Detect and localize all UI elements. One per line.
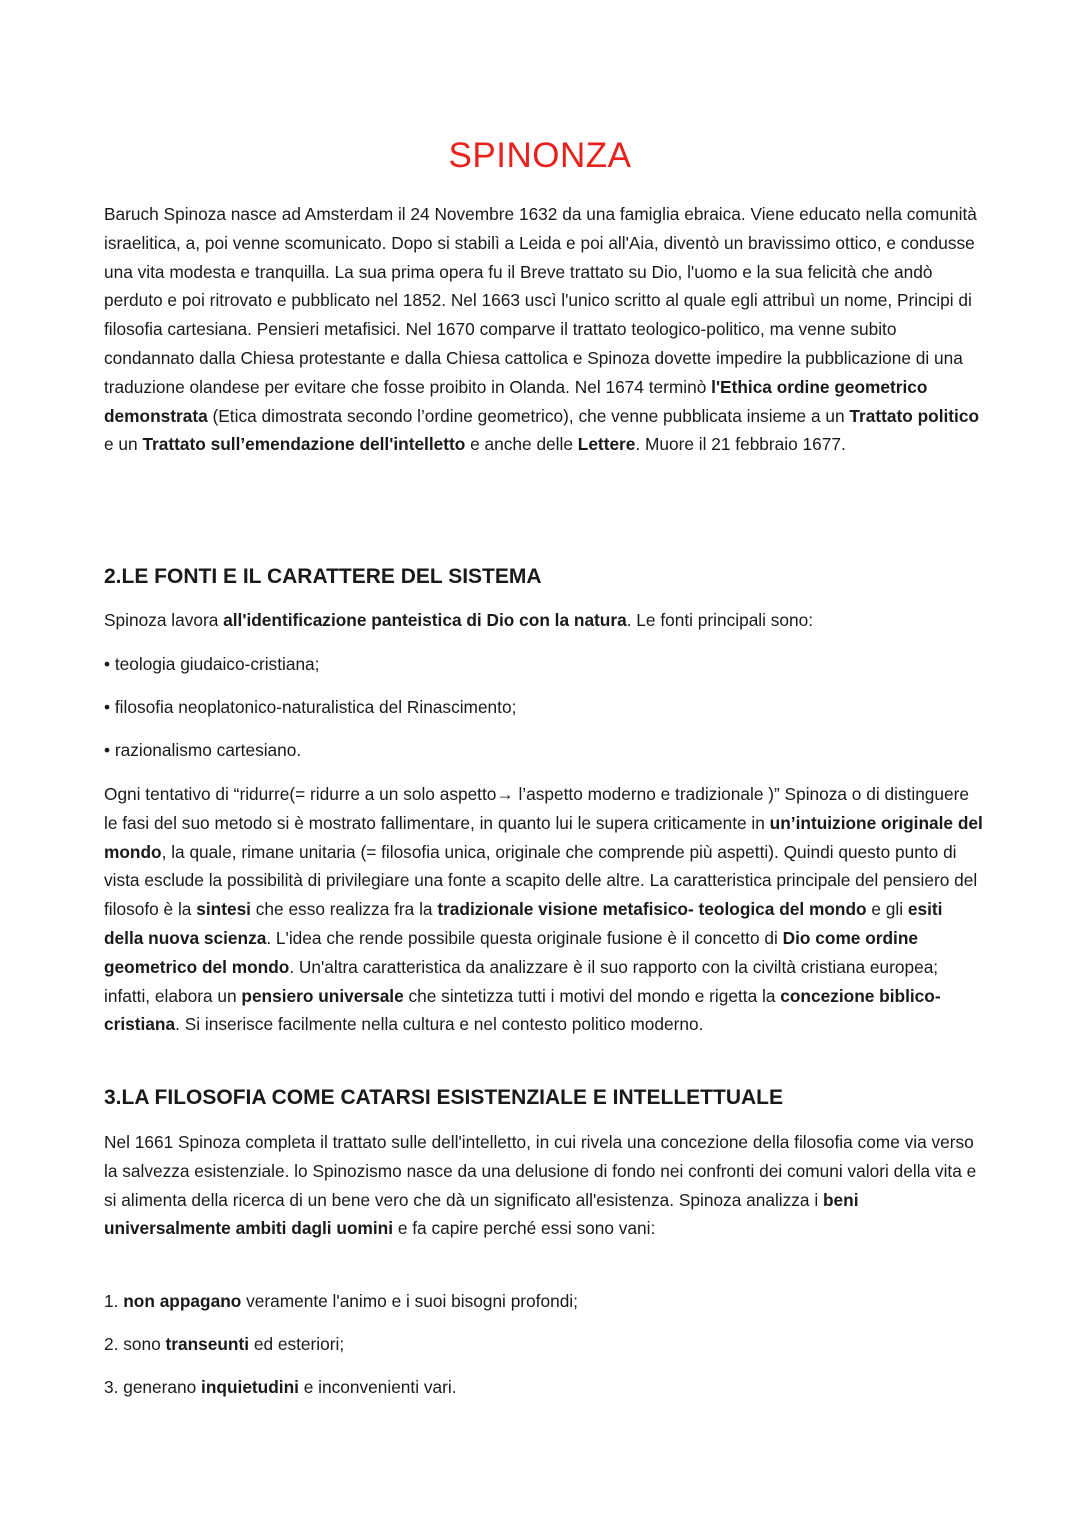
bullet-item: • teologia giudaico-cristiana;	[104, 654, 320, 674]
intro-paragraph	[104, 200, 984, 459]
fonti-bold: all'identificazione panteistica di Dio con la natura	[223, 610, 627, 630]
numbered-item	[104, 1287, 984, 1316]
item-number: 1.	[104, 1291, 124, 1311]
fonti-text: . Le fonti principali sono:	[626, 610, 814, 630]
intro-text: . Muore il 21 febbraio 1677.	[635, 434, 846, 455]
item-number: 3. generano	[104, 1377, 202, 1397]
numbered-item	[104, 1330, 984, 1359]
paragraph-text: . Si inserisce facilmente nella cultura e nel contesto politico moderno.	[175, 1014, 704, 1035]
bullet-item: • razionalismo cartesiano.	[104, 740, 302, 760]
paragraph-bold: concezione biblico-cristiana	[104, 985, 941, 1035]
bullet-item: • filosofia neoplatonico-naturalistica del Rinascimento;	[104, 697, 517, 717]
page-title: SPINONZA	[448, 136, 632, 175]
catarsi-paragraph	[104, 1128, 984, 1243]
fonti-paragraph	[104, 606, 984, 635]
item-text: ed esteriori;	[249, 1334, 345, 1354]
intro-bold-ethica: l'Ethica ordine geometrico demonstrata	[104, 376, 928, 426]
intro-text: Baruch Spinoza nasce ad Amsterdam il 24 Novembre 1632 da una famiglia ebraica. Viene educato nella comunità israelitica, a, poi venne scomunicato. Dopo si stabilì a Leida e poi all'Aia, diventò un bravissimo ottico, e condusse una vita modesta e tranquilla. La sua prima opera fu il Breve trattato su Dio, l'uomo e la sua felicità che andò perduto e poi ritrovato e pubblicato nel 1852. Nel 1663 uscì l'unico scritto al quale egli attribuì un nome, Principi di filosofia cartesiana. Pensieri metafisici. Nel 1670 comparve il trattato teologico-politico, ma venne subito condannato dalla Chiesa protestante e dalla Chiesa cattolica e Spinoza dovette impedire la pubblicazione di una traduzione olandese per evitare che fosse proibito in Olanda. Nel 1674 terminò	[104, 204, 977, 397]
paragraph-text: e gli	[866, 899, 908, 920]
item-text: veramente l'animo e i suoi bisogni profondi;	[241, 1291, 578, 1311]
item-text: e inconvenienti vari.	[298, 1377, 457, 1397]
section-heading-filosofia: 3.LA FILOSOFIA COME CATARSI ESISTENZIALE E INTELLETTUALE	[104, 1086, 784, 1109]
item-bold: transeunti	[165, 1334, 250, 1354]
item-bold: non appagano	[123, 1291, 242, 1311]
paragraph-bold: un’intuizione originale del mondo	[104, 812, 983, 862]
paragraph-bold: tradizionale visione metafisico- teologica del mondo	[437, 899, 867, 920]
paragraph-bold: esiti della nuova scienza	[104, 899, 943, 948]
paragraph-text: Ogni tentativo di “ridurre(= ridurre a un solo aspetto→ l’aspetto moderno e tradizionale )” Spinoza o di distinguere le fasi del suo metodo si è mostrato fallimentare, in quanto lui le supera criticamente in	[104, 784, 970, 833]
item-bold: inquietudini	[201, 1377, 299, 1397]
paragraph-bold: sintesi	[196, 899, 251, 920]
paragraph-text: Nel 1661 Spinoza completa il trattato sulle dell'intelletto, in cui rivela una concezione della filosofia come via verso la salvezza esistenziale. lo Spinozismo nasce da una delusione di fondo nei confronti dei comuni valori della vita e si alimenta della ricerca di un bene vero che dà un significato all'esistenza. Spinoza analizza i	[104, 1132, 977, 1210]
paragraph-text: , la quale, rimane unitaria (= filosofia unica, originale che comprende più aspetti). Quindi questo punto di vista esclude la possibilità di privilegiare una fonte a scapito delle altre. La caratteristica principale del pensiero del filosofo è la	[104, 841, 978, 920]
intro-bold-trattato-emendazione: Trattato sull’emendazione dell'intelletto	[142, 434, 466, 455]
paragraph-text: e fa capire perché essi sono vani:	[393, 1218, 656, 1239]
fonti-text: Spinoza lavora	[104, 610, 224, 630]
intro-text: e un	[104, 434, 143, 455]
paragraph-text: . L'idea che rende possibile questa originale fusione è il concetto di	[266, 927, 783, 948]
intro-text: (Etica dimostrata secondo l’ordine geometrico), che venne pubblicata insieme a un	[207, 405, 850, 426]
sintesi-paragraph	[104, 780, 984, 1039]
paragraph-text: che sintetizza tutti i motivi del mondo e rigetta la	[403, 985, 781, 1006]
paragraph-bold: beni universalmente ambiti dagli uomini	[104, 1189, 859, 1239]
paragraph-text: che esso realizza fra la	[250, 899, 438, 920]
item-number: 2. sono	[104, 1334, 166, 1354]
intro-bold-lettere: Lettere	[577, 434, 636, 455]
paragraph-bold: Dio come ordine geometrico del mondo	[104, 927, 919, 977]
numbered-item	[104, 1373, 984, 1402]
section-heading-fonti: 2.LE FONTI E IL CARATTERE DEL SISTEMA	[104, 565, 542, 588]
paragraph-text: . Un'altra caratteristica da analizzare è il suo rapporto con la civiltà cristiana europea; infatti, elabora un	[104, 956, 939, 1006]
paragraph-bold: pensiero universale	[241, 985, 404, 1006]
intro-text: e anche delle	[465, 434, 578, 455]
intro-bold-trattato-politico: Trattato politico	[849, 405, 980, 426]
